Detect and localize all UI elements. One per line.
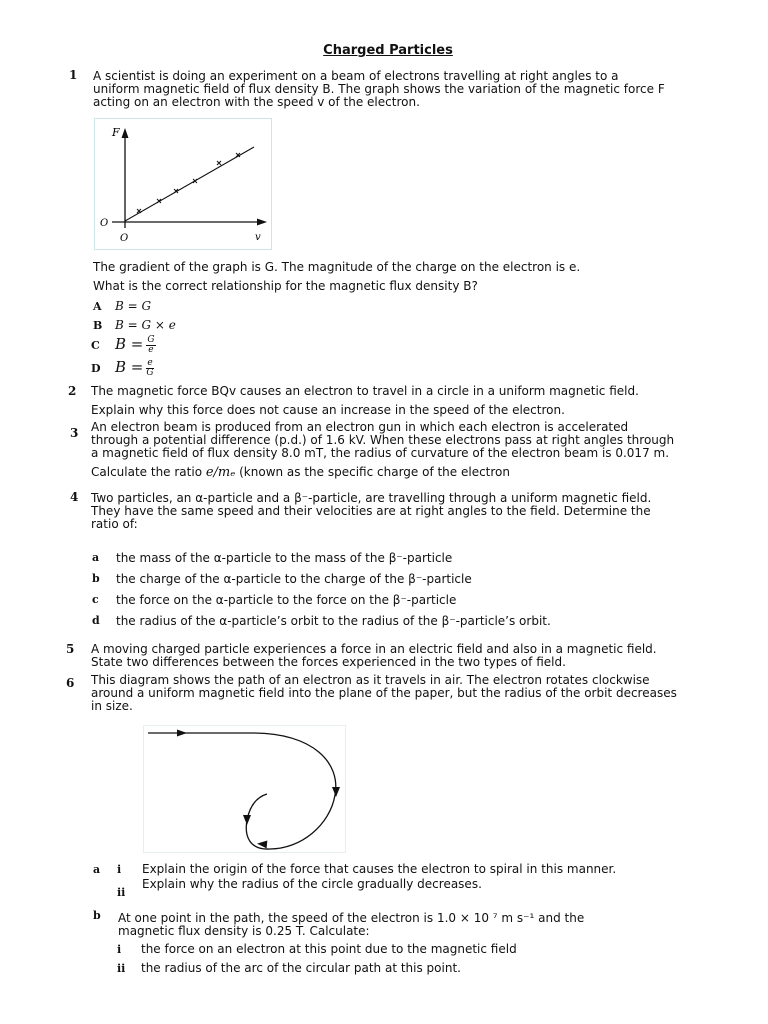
q3-line4-post: (known as the specific charge of the electron: [235, 465, 511, 479]
q6-b-ii-label: ii: [117, 962, 126, 975]
q1-after-line2: What is the correct relationship for the magnetic flux density B?: [93, 279, 478, 293]
option-c-fraction: [146, 336, 155, 355]
q5-text: [91, 643, 686, 669]
q4-part-a-text: the mass of the α-particle to the mass of the β⁻-particle: [116, 551, 453, 565]
q6-a-i-text: Explain the origin of the force that causes the electron to spiral in this manner.: [142, 862, 617, 876]
q1-text: [93, 70, 688, 109]
graph-frame: [95, 119, 272, 250]
y-axis-arrow: [122, 128, 129, 138]
q6-b-line1: At one point in the path, the speed of the electron is 1.0 × 10 ⁷ m s⁻¹ and the: [118, 911, 585, 925]
q6-a-i-label: i: [117, 863, 122, 876]
data-point: [217, 161, 221, 165]
q5-line2: State two differences between the forces experienced in the two types of field.: [91, 655, 566, 669]
q4-line3: ratio of:: [91, 517, 138, 531]
option-letter-b: B: [93, 319, 103, 332]
electron-spiral-diagram: [143, 725, 346, 853]
q4-line1: Two particles, an α-particle and a β⁻-particle, are travelling through a uniform magnetic field.: [91, 491, 652, 505]
q1-text-line3: acting on an electron with the speed v of the electron.: [93, 95, 420, 109]
q1-after-text: [93, 261, 688, 293]
q4-part-letter-b: b: [92, 572, 100, 585]
option-d-numerator: e: [147, 358, 153, 368]
q4-part-letter-c: c: [92, 593, 99, 606]
path-arrow-1: [177, 730, 187, 737]
q2-line1: The magnetic force BQv causes an electron to travel in a circle in a uniform magnetic field.: [91, 384, 639, 398]
question-number-4: 4: [70, 490, 79, 504]
option-letter-d: D: [91, 362, 101, 375]
data-points: [137, 153, 240, 213]
q1-after-line1: The gradient of the graph is G. The magnitude of the charge on the electron is e.: [93, 260, 581, 274]
q4-part-d-text: the radius of the α-particle’s orbit to the radius of the β⁻-particle’s orbit.: [116, 614, 551, 628]
q3-line2: through a potential difference (p.d.) of 1.6 kV. When these electrons pass at right angles through: [91, 433, 675, 447]
path-arrow-2: [332, 787, 340, 797]
q6-a-ii-label: ii: [117, 886, 126, 899]
question-number-5: 5: [66, 642, 75, 656]
q1-text-line1: A scientist is doing an experiment on a beam of electrons travelling at right angles to a: [93, 69, 619, 83]
path-arrow-4: [243, 815, 251, 825]
q3-line1: An electron beam is produced from an electron gun in which each electron is accelerated: [91, 420, 629, 434]
q2-text: [91, 385, 686, 417]
q1-text-line2: uniform magnetic field of flux density B. The graph shows the variation of the magnetic force F: [93, 82, 665, 96]
q6-a-ii-text: Explain why the radius of the circle gradually decreases.: [142, 877, 482, 891]
x-axis-label: v: [255, 232, 261, 243]
option-c-expr: [115, 336, 156, 355]
option-d-lhs: B =: [115, 358, 144, 376]
q4-part-c-text: the force on the α-particle to the force on the β⁻-particle: [116, 593, 457, 607]
q3-line3: a magnetic field of flux density 8.0 mT, the radius of curvature of the electron beam is 0.017 m.: [91, 446, 670, 460]
option-d-fraction: [146, 359, 153, 378]
q4-part-b-text: the charge of the α-particle to the charge of the β⁻-particle: [116, 572, 472, 586]
q6-b-line2: magnetic flux density is 0.25 T. Calculate:: [118, 924, 370, 938]
q6-part-letter-b: b: [93, 909, 101, 922]
q3-line4-pre: Calculate the ratio: [91, 465, 206, 479]
option-d-expr: [115, 359, 154, 378]
q6-line1: This diagram shows the path of an electron as it travels in air. The electron rotates clockwise: [91, 673, 650, 687]
q3-line4-math: e/mₑ: [205, 465, 236, 480]
y-axis-label: F: [112, 126, 120, 139]
q2-line2: Explain why this force does not cause an increase in the speed of the electron.: [91, 403, 565, 417]
data-point: [193, 179, 197, 183]
force-speed-graph: [94, 118, 272, 250]
option-c-lhs: B =: [115, 335, 144, 353]
diagram-frame: [144, 726, 346, 853]
question-number-6: 6: [66, 676, 75, 690]
q6-text: [91, 674, 686, 713]
option-a-expr: B = G: [115, 299, 152, 313]
q4-part-letter-d: d: [92, 614, 100, 627]
option-letter-c: C: [91, 339, 100, 352]
q5-line1: A moving charged particle experiences a force in an electric field and also in a magnetic field.: [91, 642, 657, 656]
question-number-3: 3: [70, 426, 79, 440]
q6-b-i-label: i: [117, 943, 122, 956]
option-c-denominator: e: [148, 345, 154, 355]
option-d-denominator: G: [146, 368, 154, 378]
q6-part-letter-a: a: [93, 863, 101, 876]
option-letter-a: A: [93, 300, 102, 313]
page-title: Charged Particles: [323, 43, 453, 58]
q3-line4: [91, 466, 686, 479]
q3-text: [91, 421, 686, 479]
q6-b-text: [118, 912, 584, 938]
q4-line2: They have the same speed and their velocities are at right angles to the field. Determine the: [91, 504, 651, 518]
q6-b-i-text: the force on an electron at this point due to the magnetic field: [141, 942, 517, 956]
q4-text: [91, 492, 686, 531]
option-b-expr: B = G × e: [115, 318, 176, 332]
q6-b-ii-text: the radius of the arc of the circular path at this point.: [141, 961, 461, 975]
question-number-1: 1: [69, 68, 78, 82]
q6-line2: around a uniform magnetic field into the plane of the paper, but the radius of the orbit decreases: [91, 686, 677, 700]
y-origin-label: O: [100, 218, 109, 229]
best-fit-line: [125, 147, 254, 221]
q6-line3: in size.: [91, 699, 133, 713]
electron-path: [148, 733, 336, 849]
origin-label: O: [120, 233, 129, 244]
question-number-2: 2: [68, 384, 77, 398]
q4-part-letter-a: a: [92, 551, 100, 564]
x-axis-arrow: [257, 219, 267, 226]
option-c-numerator: G: [147, 335, 155, 345]
